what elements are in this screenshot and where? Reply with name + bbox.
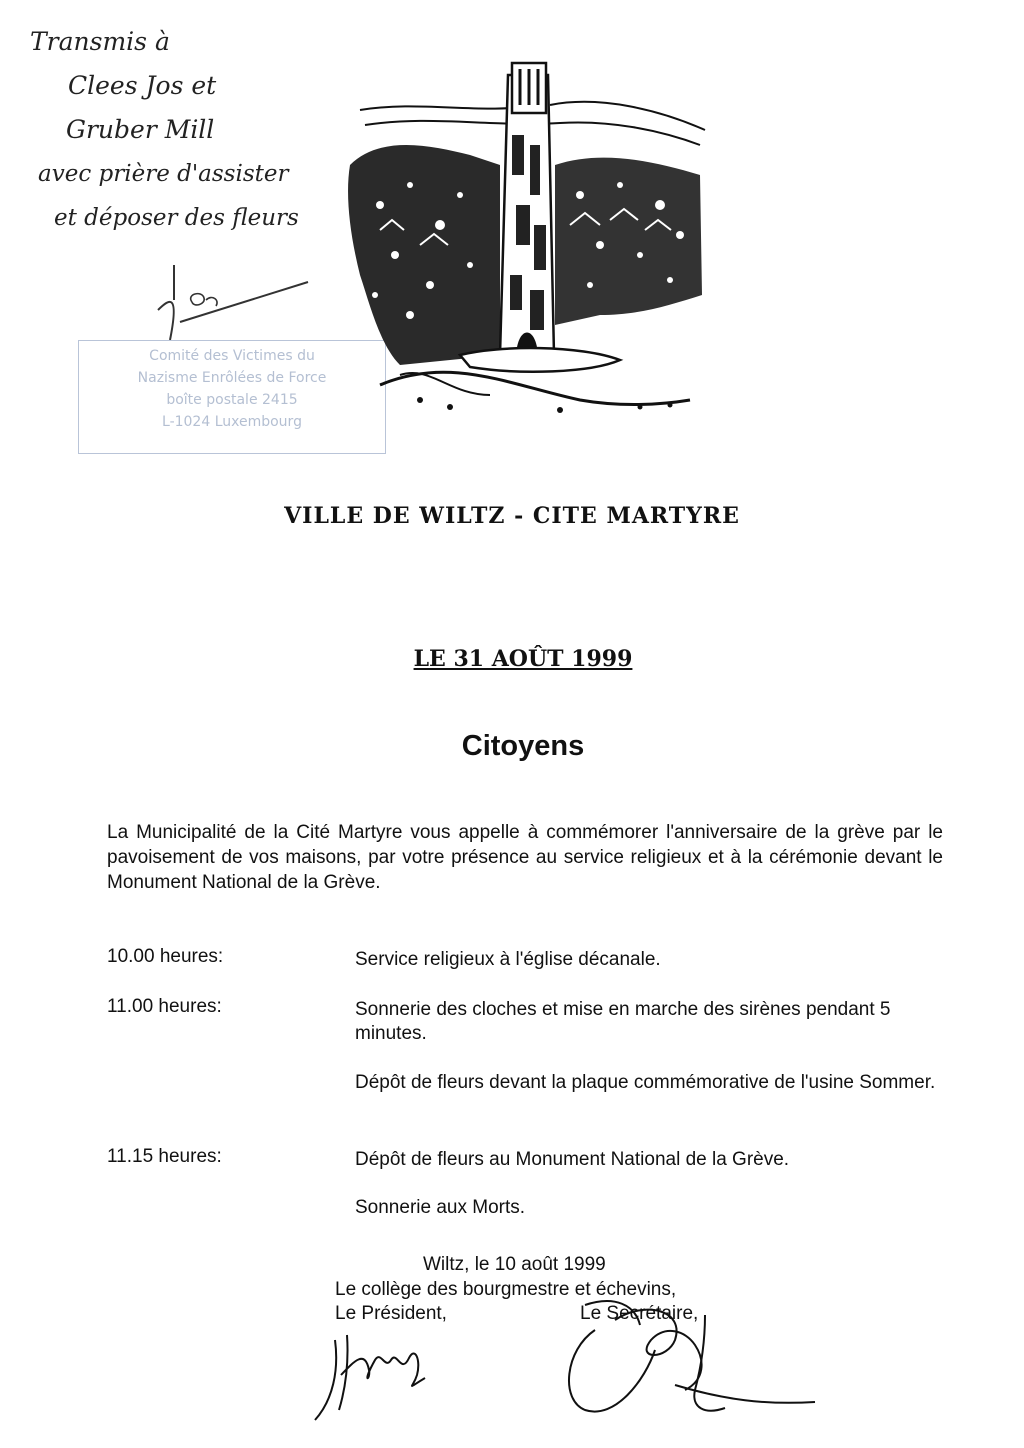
handwritten-line: avec prière d'assister <box>38 161 289 187</box>
intro-paragraph: La Municipalité de la Cité Martyre vous appelle à commémorer l'anniversaire de la grève par le pavoisement de vos maisons, par votre présence au service religieux et à la cérémonie devant le Monument National de la Grève. <box>107 822 943 893</box>
president-signature <box>305 1320 445 1430</box>
schedule-text: Sonnerie aux Morts. <box>355 1197 526 1218</box>
schedule-text: Service religieux à l'église décanale. <box>355 949 661 970</box>
handwritten-line: et déposer des fleurs <box>54 205 299 231</box>
handwritten-initials-mark <box>140 260 320 345</box>
schedule-time: 11.15 heures: <box>107 1146 222 1167</box>
event-date: LE 31 AOÛT 1999 <box>413 646 633 672</box>
stamp-line: Nazisme Enrôlées de Force <box>137 370 327 386</box>
handwritten-line: Clees Jos et <box>68 71 217 100</box>
salutation: Citoyens <box>461 730 585 762</box>
closing-place-date: Wiltz, le 10 août 1999 <box>423 1254 606 1275</box>
schedule-text: Dépôt de fleurs au Monument National de la Grève. <box>355 1149 790 1170</box>
stamp-line: L-1024 Luxembourg <box>162 414 302 430</box>
stamp-line: Comité des Victimes du <box>149 348 315 364</box>
closing-secretary: Le Secrétaire, <box>580 1303 699 1324</box>
closing-president: Le Président, <box>335 1303 447 1324</box>
schedule-text: Sonnerie des cloches et mise en marche des sirènes pendant 5 minutes. <box>355 999 891 1044</box>
stamp-line: boîte postale 2415 <box>166 392 298 408</box>
schedule-time: 11.00 heures: <box>107 996 222 1017</box>
closing-college: Le collège des bourgmestre et échevins, <box>335 1279 677 1300</box>
town-title: VILLE DE WILTZ - CITE MARTYRE <box>284 503 740 529</box>
handwritten-note <box>30 20 350 240</box>
schedule-text: Dépôt de fleurs devant la plaque commémorative de l'usine Sommer. <box>355 1072 936 1093</box>
handwritten-line: Transmis à <box>30 27 170 56</box>
handwritten-line: Gruber Mill <box>66 115 215 144</box>
monument-illustration <box>340 55 710 420</box>
schedule-time: 10.00 heures: <box>107 946 224 967</box>
secretary-signature <box>555 1290 825 1430</box>
